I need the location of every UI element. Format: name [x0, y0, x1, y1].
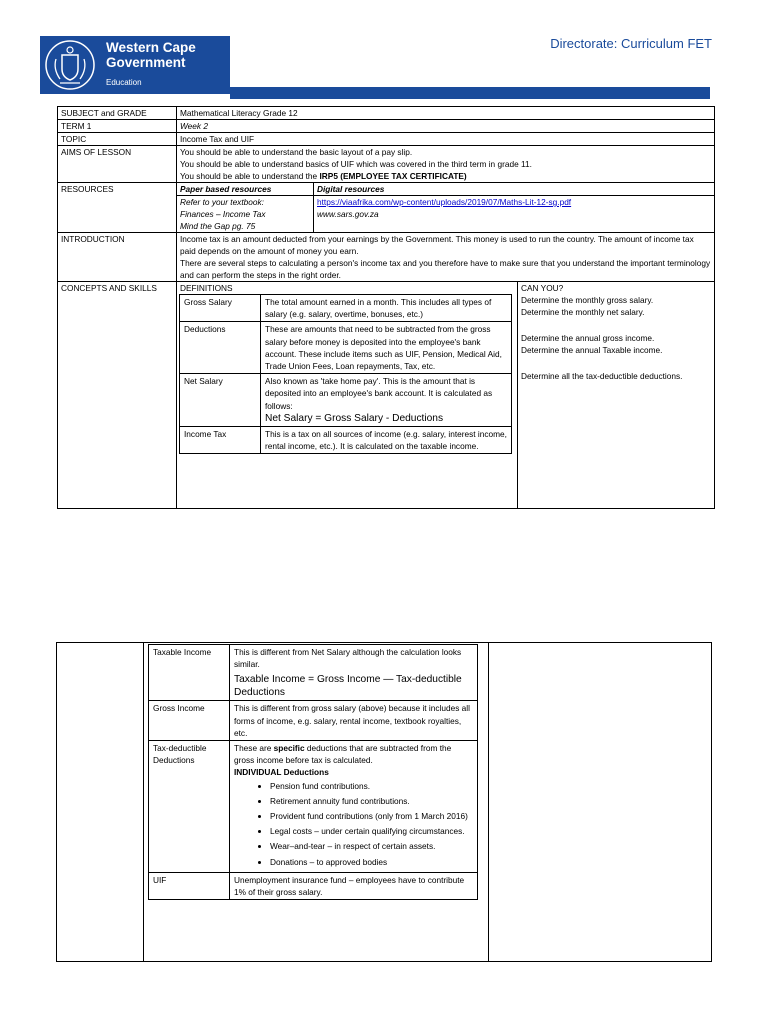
definitions-label: DEFINITIONS — [180, 283, 233, 293]
definitions-table-continued — [148, 644, 478, 900]
definition-term: Income Tax — [180, 426, 261, 453]
definition-desc: Also known as 'take home pay'. This is the amount that is deposited into an employee's bank account. It is calculated as follows: Net Salary = Gross Salary - Deductions — [261, 374, 512, 427]
lesson-table — [57, 106, 715, 509]
aims-label: AIMS OF LESSON — [58, 146, 177, 183]
definition-term: Deductions — [180, 322, 261, 374]
definition-term: Gross Salary — [180, 295, 261, 322]
list-item: • Pension fund contributions. — [270, 780, 473, 792]
sars-website: www.sars.gov.za — [317, 209, 379, 219]
row-topic — [58, 133, 715, 146]
definition-row — [149, 741, 478, 873]
definition-desc: The total amount earned in a month. This includes all types of salary (e.g. salary, overtime, bonuses, etc.) — [261, 295, 512, 322]
definition-row — [180, 426, 512, 453]
digital-resources-header: Digital resources — [314, 183, 715, 196]
subject-value: Mathematical Literacy Grade 12 — [177, 107, 715, 120]
concepts-label: CONCEPTS AND SKILLS — [61, 283, 157, 293]
deductions-list — [234, 780, 473, 868]
topic-label: TOPIC — [58, 133, 177, 146]
definition-desc: This is different from gross salary (above) because it includes all forms of income, e.g. salary, rental income, textbook royalties, etc. — [230, 701, 478, 741]
aim-item: You should be able to understand the IRP5 (EMPLOYEE TAX CERTIFICATE) — [180, 171, 467, 181]
resources-label: RESOURCES — [58, 183, 177, 233]
definition-row — [149, 645, 478, 701]
net-salary-formula: Net Salary = Gross Salary - Deductions — [265, 412, 444, 424]
definition-desc: This is a tax on all sources of income (e.g. salary, interest income, rental income, etc.). It is calculated on the taxable income. — [261, 426, 512, 453]
continuation-table — [56, 642, 712, 962]
resource-link[interactable]: https://viaafrika.com/wp-content/uploads/2019/07/Maths-Lit-12-sg.pdf — [317, 197, 572, 207]
taxable-income-formula: Taxable Income = Gross Income — Tax-deductible Deductions — [234, 674, 462, 699]
definition-term: Taxable Income — [149, 645, 230, 701]
wcg-logo — [40, 36, 230, 94]
header-bar — [230, 87, 710, 99]
term-value: Week 2 — [177, 120, 715, 133]
introduction-text: Income tax is an amount deducted from your earnings by the Government. This money is used to run the country. The amount of income tax paid depends on the amount of money you earn. There are several steps to calculating a person's income tax and you therefore have to make sure that you understand the important terminology and can perform the steps in the right order. — [177, 233, 715, 282]
definition-row — [149, 872, 478, 899]
definition-desc: This is different from Net Salary although the calculation looks similar. Taxable Income = Gross Income — Tax-deductible Deductions — [230, 645, 478, 701]
aim-item: You should be able to understand basics of UIF which was covered in the third term in grade 11. — [180, 159, 532, 169]
list-item: • Legal costs – under certain qualifying circumstances. — [270, 825, 473, 837]
coat-of-arms-icon — [44, 39, 96, 91]
definitions-table — [179, 294, 512, 454]
continuation-definitions-cell — [144, 643, 489, 962]
directorate-heading: Directorate: Curriculum FET — [550, 36, 712, 51]
aims-value — [177, 146, 715, 183]
logo-title: Western Cape Government — [106, 40, 196, 70]
aim-item: You should be able to understand the basic layout of a pay slip. — [180, 147, 413, 157]
definitions-cell — [177, 282, 518, 508]
paper-resources: Refer to your textbook: Finances – Income Tax Mind the Gap pg. 75 — [177, 196, 314, 233]
introduction-label: INTRODUCTION — [58, 233, 177, 282]
topic-value: Income Tax and UIF — [177, 133, 715, 146]
row-term — [58, 120, 715, 133]
list-item: • Wear–and-tear – in respect of certain assets. — [270, 840, 473, 852]
definition-row — [149, 701, 478, 741]
list-item: • Retirement annuity fund contributions. — [270, 795, 473, 807]
definition-desc: These are specific deductions that are subtracted from the gross income before tax is calculated. INDIVIDUAL Deductions • Pension fund contributions. • Retirement annuity fund contributions. • Provident fund contributions (only from 1 March 2016) • Legal costs – under certain qualifying circumstances. • Wear–and-tear – in respect of certain assets. • Donations – to approved bodies — [230, 741, 478, 873]
definition-term: Gross Income — [149, 701, 230, 741]
digital-resources — [314, 196, 715, 233]
can-you-item: Determine the annual Taxable income. — [521, 345, 663, 355]
can-you-item: Determine the monthly gross salary. — [521, 295, 654, 305]
list-item: • Provident fund contributions (only from 1 March 2016) — [270, 810, 473, 822]
can-you-item: Determine the monthly net salary. — [521, 307, 645, 317]
definition-term: Net Salary — [180, 374, 261, 427]
definition-row — [180, 322, 512, 374]
can-you-cell — [518, 282, 715, 508]
subject-label: SUBJECT and GRADE — [58, 107, 177, 120]
row-aims — [58, 146, 715, 183]
can-you-item: Determine all the tax-deductible deductions. — [521, 371, 683, 381]
definition-row — [180, 295, 512, 322]
definition-row — [180, 374, 512, 427]
definition-desc: Unemployment insurance fund – employees have to contribute 1% of their gross salary. — [230, 872, 478, 899]
definition-term: Tax-deductible Deductions — [149, 741, 230, 873]
can-you-label: CAN YOU? — [521, 283, 564, 293]
logo-subtitle: Education — [106, 78, 142, 87]
list-item: • Donations – to approved bodies — [270, 856, 473, 868]
row-introduction — [58, 233, 715, 282]
individual-deductions-heading: INDIVIDUAL Deductions — [234, 767, 329, 778]
definition-desc: These are amounts that need to be subtracted from the gross salary before money is deposited into the employee's bank account. These include items such as UIF, Pension, Medical Aid, Trade Union Fees, Loan repayments, Tax, etc. — [261, 322, 512, 374]
term-label: TERM 1 — [58, 120, 177, 133]
row-subject — [58, 107, 715, 120]
row-resources — [58, 183, 715, 196]
paper-resources-header: Paper based resources — [177, 183, 314, 196]
definition-term: UIF — [149, 872, 230, 899]
row-concepts — [58, 282, 715, 509]
continuation-can-you-cell — [489, 643, 712, 962]
can-you-item: Determine the annual gross income. — [521, 333, 655, 343]
continuation-label-cell — [57, 643, 144, 962]
